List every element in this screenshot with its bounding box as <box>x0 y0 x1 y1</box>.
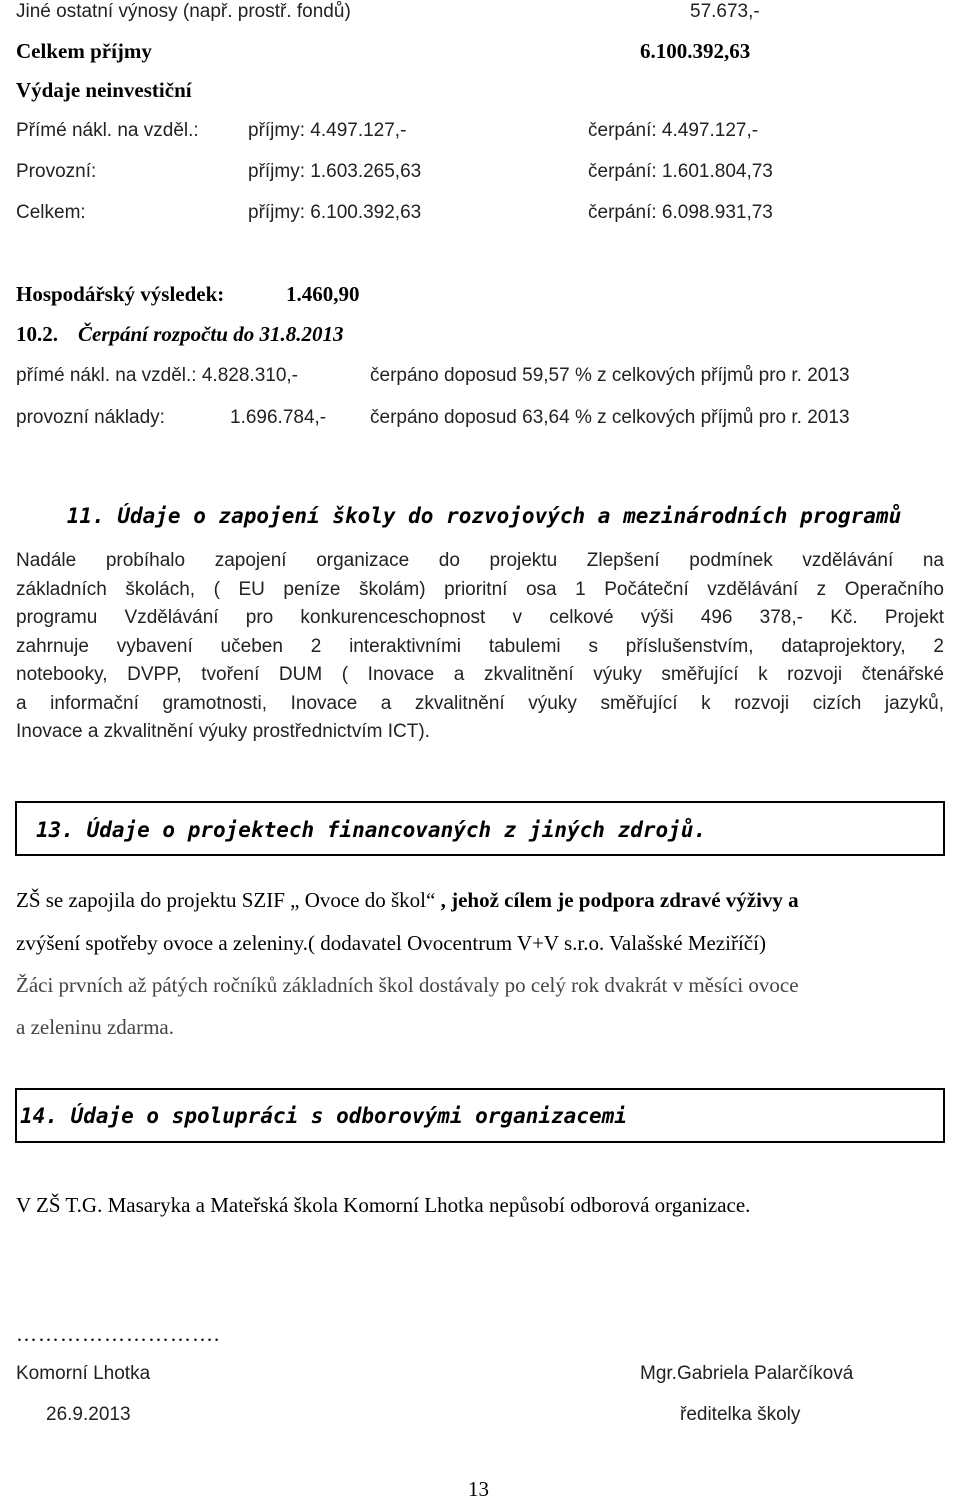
expense-row-spent: čerpání: 6.098.931,73 <box>588 202 773 223</box>
budget-row-value: 1.696.784,- <box>230 407 327 428</box>
expense-row-label: Provozní: <box>16 161 97 182</box>
section14-heading: 14. Údaje o spolupráci s odborovými organizacemi <box>20 1104 627 1128</box>
expense-row-label: Přímé nákl. na vzděl.: <box>16 120 199 141</box>
signature-place: Komorní Lhotka <box>16 1363 151 1384</box>
budget-title: Čerpání rozpočtu do 31.8.2013 <box>78 322 344 346</box>
signature-role: ředitelka školy <box>680 1404 801 1425</box>
budget-row-note: čerpáno doposud 63,64 % z celkových příjmů pro r. 2013 <box>370 407 850 428</box>
section14-text: V ZŠ T.G. Masaryka a Mateřská škola Komorní Lhotka nepůsobí odborová organizace. <box>16 1193 751 1217</box>
section13-line3: Žáci prvních až pátých ročníků základních škol dostávaly po celý rok dvakrát v měsíci ovoce <box>16 973 799 997</box>
signature-dots: ………………………. <box>16 1322 221 1346</box>
section13-line1-start: ZŠ se zapojila do projektu SZIF „ Ovoce do škol“ <box>16 888 441 912</box>
noninvest-heading: Výdaje neinvestiční <box>16 78 192 102</box>
paragraph-line: Nadále probíhalo zapojení organizace do projektu Zlepšení podmínek vzdělávání na <box>16 550 944 571</box>
expense-row-spent: čerpání: 4.497.127,- <box>588 120 759 141</box>
expense-row-income: příjmy: 6.100.392,63 <box>248 202 422 223</box>
section13-line1-comma: , jehož cílem je podpora zdravé výživy a <box>440 888 799 912</box>
budget-row-note: čerpáno doposud 59,57 % z celkových příjmů pro r. 2013 <box>370 365 850 386</box>
signature-name: Mgr.Gabriela Palarčíková <box>640 1363 854 1384</box>
expense-row-label: Celkem: <box>16 202 86 223</box>
total-income-label: Celkem příjmy <box>16 39 152 63</box>
paragraph-line: programu Vzdělávání pro konkurenceschopnost v celkové výši 496 378,- Kč. Projekt <box>16 607 944 628</box>
section11-paragraph <box>16 547 944 747</box>
section11-heading: 11. Údaje o zapojení školy do rozvojových a mezinárodních programů <box>66 504 902 528</box>
expense-row-income: příjmy: 4.497.127,- <box>248 120 407 141</box>
paragraph-line: a informační gramotnosti, Inovace a zkvalitnění výuky směřující k rozvoji cizích jazyků, <box>16 692 944 714</box>
page-number: 13 <box>468 1477 489 1501</box>
expense-row-spent: čerpání: 1.601.804,73 <box>588 161 773 182</box>
other-income-label: Jiné ostatní výnosy (např. prostř. fondů) <box>16 1 351 22</box>
expense-row-income: příjmy: 1.603.265,63 <box>248 161 422 182</box>
section13-heading: 13. Údaje o projektech financovaných z jiných zdrojů. <box>36 818 707 842</box>
budget-number: 10.2. <box>16 322 58 346</box>
paragraph-line: Inovace a zkvalitnění výuky prostřednictvím ICT). <box>16 721 430 742</box>
paragraph-line: notebooky, DVPP, tvoření DUM ( Inovace a zkvalitnění výuky směřující k rozvoji čtenářské <box>16 664 944 685</box>
budget-row-label: provozní náklady: <box>16 407 165 428</box>
section13-line1 <box>16 890 799 911</box>
signature-date: 26.9.2013 <box>46 1404 131 1425</box>
result-value: 1.460,90 <box>286 282 360 306</box>
paragraph-line: základních školách, ( EU peníze školám) prioritní osa 1 Počáteční vzdělávání z Operačního <box>16 578 944 600</box>
other-income-value: 57.673,- <box>690 1 760 22</box>
paragraph-line: zahrnuje vybavení učeben 2 interaktivními tabulemi s příslušenstvím, dataprojektory, 2 <box>16 635 944 657</box>
budget-row-label: přímé nákl. na vzděl.: 4.828.310,- <box>16 365 298 386</box>
total-income-value: 6.100.392,63 <box>640 39 751 63</box>
section13-line2: zvýšení spotřeby ovoce a zeleniny.( dodavatel Ovocentrum V+V s.r.o. Valašské Meziříčí) <box>16 931 766 955</box>
section13-line4: a zeleninu zdarma. <box>16 1015 174 1039</box>
result-label: Hospodářský výsledek: <box>16 282 225 306</box>
